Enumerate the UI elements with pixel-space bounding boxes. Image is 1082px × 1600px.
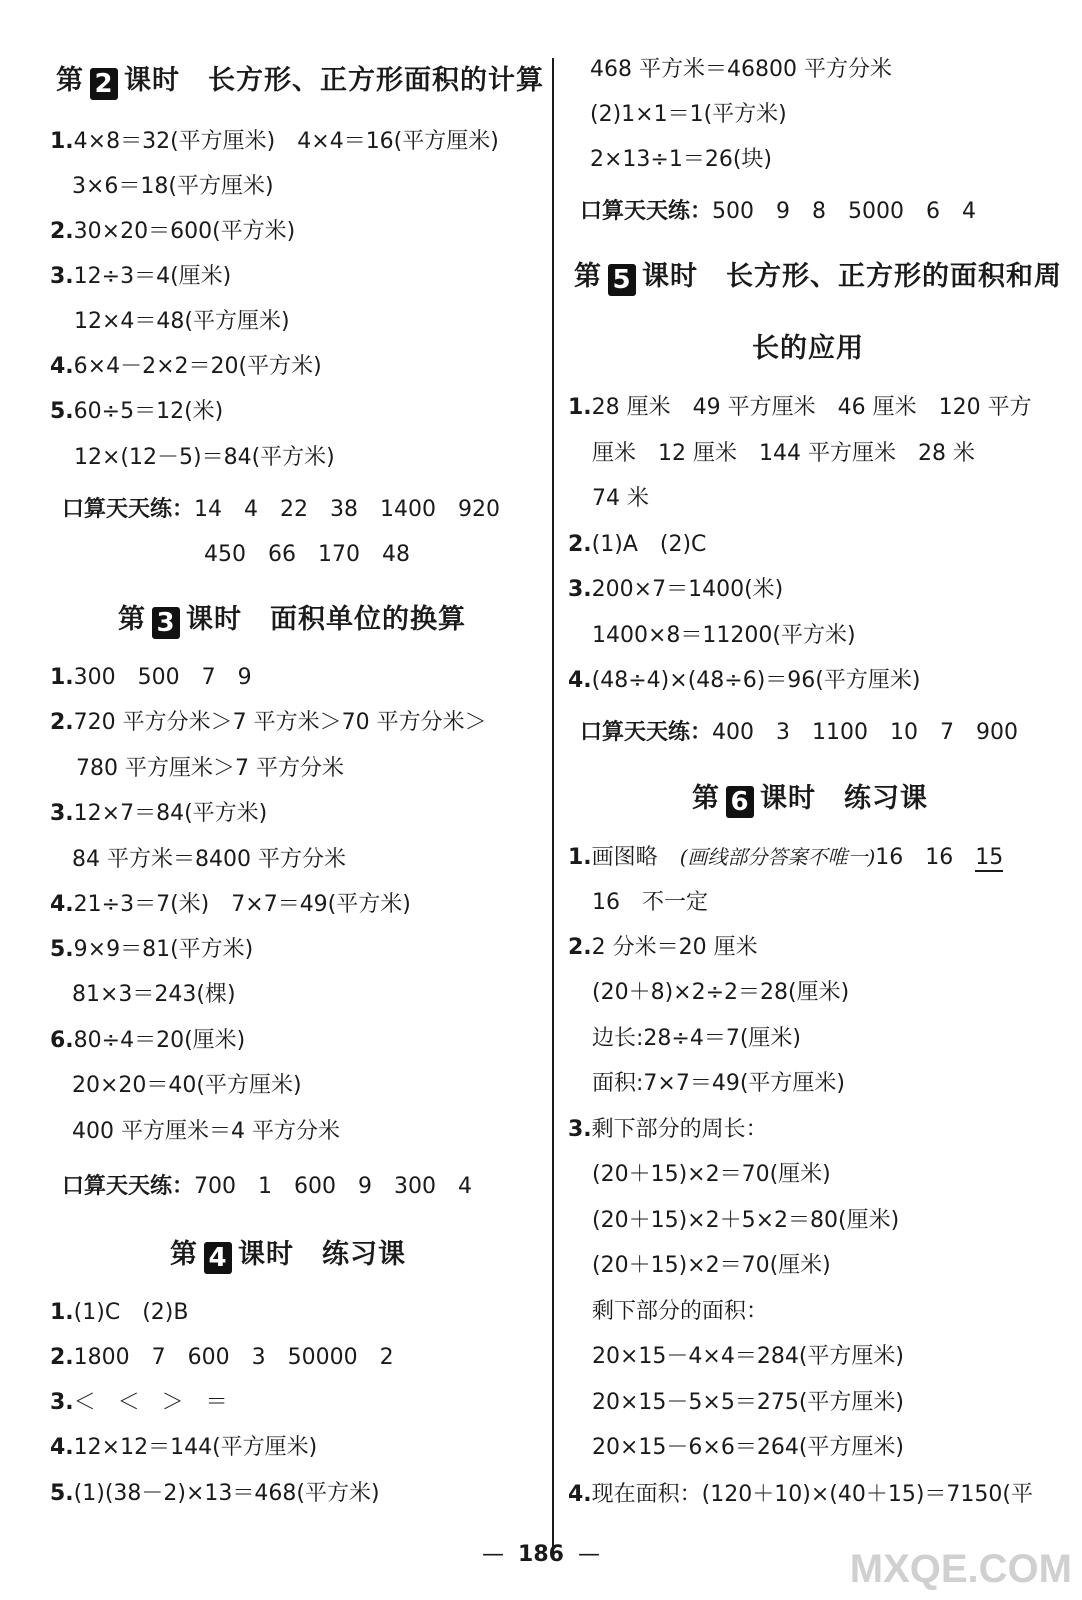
answer-line: 12×(12－5)＝84(平方米) — [74, 445, 335, 470]
answer-text: 720 平方分米＞7 平方米＞70 平方分米＞ — [73, 710, 487, 735]
answer-line: 20×20＝40(平方厘米) — [72, 1073, 302, 1098]
section-number-badge: 6 — [726, 786, 754, 818]
answer-line — [50, 1433, 317, 1463]
answer-line — [50, 1479, 380, 1509]
question-number: 2. — [568, 935, 592, 960]
answer-text: 9×9＝81(平方米) — [73, 937, 254, 962]
question-number: 4. — [568, 1482, 592, 1507]
answer-text: (1)C (2)B — [73, 1300, 189, 1325]
section-number-badge: 5 — [608, 264, 636, 296]
answer-line — [50, 127, 499, 157]
answer-line: 边长:28÷4＝7(厘米) — [592, 1026, 802, 1051]
answer-text: 1800 7 600 3 50000 2 — [73, 1345, 394, 1370]
kousuan-line — [580, 197, 976, 227]
kousuan-values: 450 66 170 48 — [204, 542, 410, 567]
kousuan-values: 700 1 600 9 300 4 — [194, 1174, 472, 1199]
answer-line: 16 不一定 — [592, 890, 708, 915]
section-number-badge: 2 — [90, 68, 118, 100]
answer-line: (20＋8)×2÷2＝28(厘米) — [592, 980, 850, 1005]
kousuan-line — [62, 495, 500, 525]
section-prefix: 第 — [574, 261, 602, 292]
section-number-badge: 4 — [204, 1242, 232, 1274]
question-number: 1. — [568, 395, 592, 420]
kousuan-label: 口算天天练： — [62, 497, 195, 522]
answer-line — [50, 708, 487, 738]
section-title: 课时 长方形、正方形面积的计算 — [124, 65, 544, 96]
answer-text: (1)A (2)C — [591, 532, 707, 557]
answer-line: (20＋15)×2＝70(厘米) — [592, 1162, 831, 1187]
answer-line — [50, 397, 223, 427]
answer-line: 468 平方米＝46800 平方分米 — [590, 57, 892, 82]
answer-line: 12×4＝48(平方厘米) — [74, 309, 290, 334]
answer-text: 60÷5＝12(米) — [73, 399, 224, 424]
answer-line — [568, 933, 758, 963]
answer-line — [568, 666, 920, 696]
answer-line — [50, 1026, 245, 1056]
kousuan-label: 口算天天练： — [580, 199, 713, 224]
answer-text: 画图略 — [591, 845, 680, 870]
kousuan-label: 口算天天练： — [62, 1174, 195, 1199]
section-5-heading — [574, 258, 1062, 296]
watermark-logo: MXQE.COM — [849, 1547, 1072, 1591]
answer-text: 12×7＝84(平方米) — [73, 801, 268, 826]
answer-line: 780 平方厘米＞7 平方分米 — [76, 756, 344, 781]
kousuan-values: 400 3 1100 10 7 900 — [712, 720, 1018, 745]
answer-line: 20×15－4×4＝284(平方厘米) — [592, 1344, 905, 1369]
section-title: 课时 练习课 — [760, 783, 928, 814]
question-number: 4. — [50, 1435, 74, 1460]
question-number: 6. — [50, 1028, 74, 1053]
footer-dash: — — [482, 1542, 505, 1567]
section-3-heading — [118, 601, 466, 639]
answer-text: 21÷3＝7(米) 7×7＝49(平方米) — [73, 892, 411, 917]
answer-text: (1)(38－2)×13＝468(平方米) — [73, 1481, 380, 1506]
answer-line — [50, 217, 295, 247]
question-number: 4. — [50, 354, 74, 379]
answer-line — [50, 890, 411, 920]
answer-line — [568, 842, 1003, 873]
section-title: 课时 练习课 — [238, 1239, 406, 1270]
section-number-badge: 3 — [152, 607, 180, 639]
answer-line — [568, 1115, 768, 1145]
answer-line — [50, 935, 253, 965]
answer-text: 80÷4＝20(厘米) — [73, 1028, 246, 1053]
kousuan-values: 14 4 22 38 1400 920 — [194, 497, 500, 522]
answer-text: (48÷4)×(48÷6)＝96(平方厘米) — [591, 668, 921, 693]
answer-line — [568, 393, 1032, 423]
answer-line: 20×15－6×6＝264(平方厘米) — [592, 1435, 905, 1460]
question-number: 2. — [50, 710, 74, 735]
answer-line — [50, 1298, 188, 1328]
section-prefix: 第 — [692, 783, 720, 814]
answer-text: 12×12＝144(平方厘米) — [73, 1435, 318, 1460]
answer-line: 3×6＝18(平方厘米) — [72, 174, 274, 199]
question-number: 4. — [50, 892, 74, 917]
answer-text: ＜ ＜ ＞ ＝ — [73, 1390, 228, 1415]
section-title: 课时 面积单位的换算 — [186, 604, 466, 635]
answer-line: (20＋15)×2＋5×2＝80(厘米) — [592, 1208, 900, 1233]
answer-text: 剩下部分的周长： — [591, 1117, 768, 1142]
section-title: 课时 长方形、正方形的面积和周 — [642, 261, 1062, 292]
handwritten-note: (画线部分答案不唯一) — [679, 845, 876, 869]
answer-text: 12÷3＝4(厘米) — [73, 264, 232, 289]
question-number: 2. — [50, 1345, 74, 1370]
column-divider — [552, 58, 554, 1548]
answer-line: 1400×8＝11200(平方米) — [592, 623, 856, 648]
answer-line — [568, 575, 783, 605]
question-number: 2. — [50, 219, 74, 244]
section-6-heading — [692, 780, 928, 818]
answer-line: 400 平方厘米＝4 平方分米 — [72, 1119, 340, 1144]
answer-line — [50, 1388, 228, 1418]
question-number: 3. — [50, 264, 74, 289]
kousuan-label: 口算天天练： — [580, 720, 713, 745]
answer-text: 16 16 — [875, 845, 976, 870]
answer-text: 现在面积：(120＋10)×(40＋15)＝7150(平 — [591, 1482, 1033, 1507]
section-prefix: 第 — [56, 65, 84, 96]
question-number: 1. — [568, 845, 592, 870]
section-4-heading — [170, 1236, 406, 1274]
section-2-heading — [56, 62, 544, 100]
answer-line: 2×13÷1＝26(块) — [590, 147, 773, 172]
answer-text: 300 500 7 9 — [73, 665, 252, 690]
question-number: 3. — [568, 577, 592, 602]
answer-line: 81×3＝243(棵) — [72, 982, 236, 1007]
question-number: 2. — [568, 532, 592, 557]
question-number: 1. — [50, 665, 74, 690]
answer-line: 面积:7×7＝49(平方厘米) — [592, 1071, 846, 1096]
answer-line: 剩下部分的面积： — [592, 1299, 769, 1324]
section-prefix: 第 — [170, 1239, 198, 1270]
kousuan-line — [580, 718, 1018, 748]
page-number: 186 — [518, 1542, 564, 1567]
question-number: 1. — [50, 129, 74, 154]
question-number: 3. — [568, 1117, 592, 1142]
answer-line — [50, 799, 267, 829]
section-title-continued: 长的应用 — [752, 333, 864, 364]
answer-text: 30×20＝600(平方米) — [73, 219, 296, 244]
answer-line: 74 米 — [592, 486, 649, 511]
kousuan-values: 500 9 8 5000 6 4 — [712, 199, 976, 224]
answer-text: 4×8＝32(平方厘米) 4×4＝16(平方厘米) — [73, 129, 499, 154]
answer-line — [568, 530, 706, 560]
question-number: 5. — [50, 1481, 74, 1506]
answer-line: 厘米 12 厘米 144 平方厘米 28 米 — [592, 441, 975, 466]
answer-line: 84 平方米＝8400 平方分米 — [72, 847, 346, 872]
answer-text: 200×7＝1400(米) — [591, 577, 784, 602]
answer-text: 6×4－2×2＝20(平方米) — [73, 354, 322, 379]
answer-line — [50, 663, 252, 693]
answer-line — [50, 1343, 394, 1373]
footer-dash: — — [577, 1542, 600, 1567]
answer-line: (2)1×1＝1(平方米) — [590, 102, 787, 127]
question-number: 3. — [50, 801, 74, 826]
question-number: 5. — [50, 937, 74, 962]
question-number: 3. — [50, 1390, 74, 1415]
section-prefix: 第 — [118, 604, 146, 635]
answer-text: 28 厘米 49 平方厘米 46 厘米 120 平方 — [591, 395, 1032, 420]
answer-line — [50, 262, 231, 292]
underlined-answer: 15 — [975, 845, 1004, 870]
answer-line — [50, 352, 322, 382]
answer-line: (20＋15)×2＝70(厘米) — [592, 1253, 831, 1278]
question-number: 1. — [50, 1300, 74, 1325]
answer-text: 2 分米＝20 厘米 — [591, 935, 758, 960]
kousuan-line — [62, 1172, 472, 1202]
question-number: 4. — [568, 668, 592, 693]
answer-line: 20×15－5×5＝275(平方厘米) — [592, 1390, 905, 1415]
answer-line — [568, 1480, 1033, 1510]
question-number: 5. — [50, 399, 74, 424]
